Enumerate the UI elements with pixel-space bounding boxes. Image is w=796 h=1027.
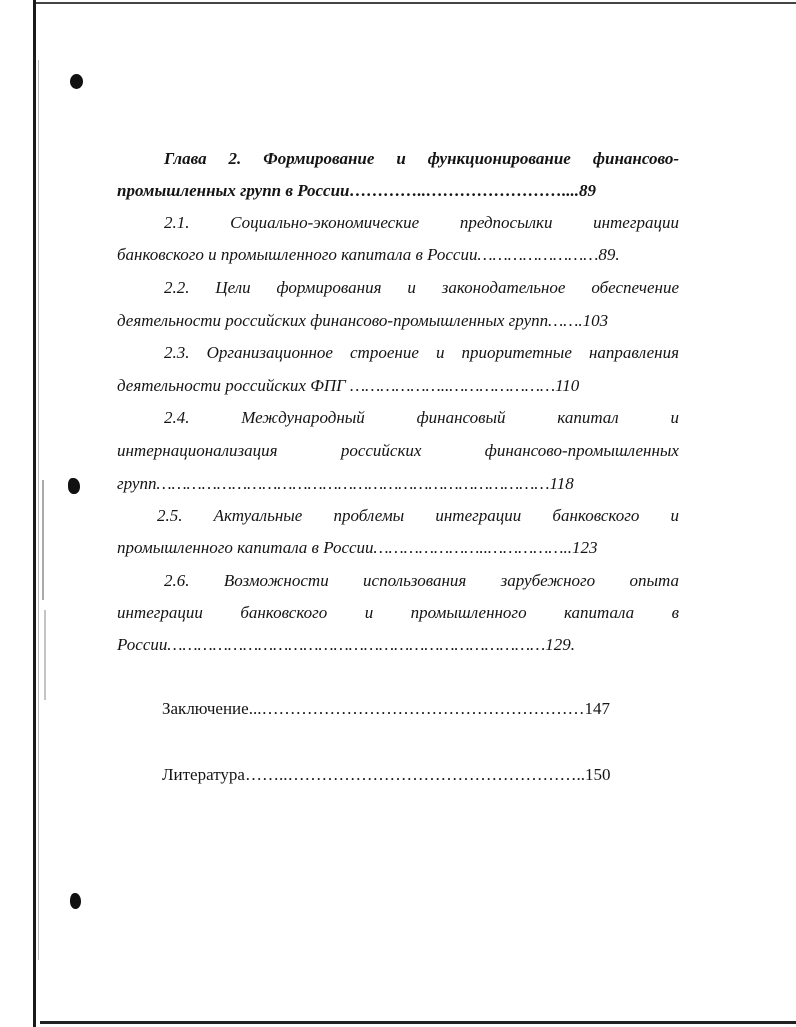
toc-conclusion: Заключение...…………………………………………………147 <box>162 699 610 718</box>
toc-section-2-6-line1: 2.6. Возможности использования зарубежного опыта <box>164 571 679 590</box>
toc-chapter2-line2: промышленных групп в России…………..……………………....89 <box>117 181 596 200</box>
scan-edge-top <box>36 2 796 4</box>
scan-binding-edge <box>33 0 36 1027</box>
toc-section-2-5-line2: промышленного капитала в России…………………..……………..123 <box>117 538 598 557</box>
punch-hole-middle <box>68 478 80 494</box>
scan-speck <box>42 480 44 600</box>
toc-section-2-4-line3: групп……………………………………………………………………118 <box>117 474 574 493</box>
toc-section-2-2-line1: 2.2. Цели формирования и законодательное обеспечение <box>164 278 679 297</box>
scan-edge-bottom <box>40 1021 796 1024</box>
toc-section-2-3-line1: 2.3. Организационное строение и приоритетные направления <box>164 343 679 362</box>
toc-section-2-6-line2: интеграции банковского и промышленного капитала в <box>117 603 679 622</box>
toc-section-2-4-line2: интернационализация российских финансово-промышленных <box>117 441 679 460</box>
toc-section-2-4-line1: 2.4. Международный финансовый капитал и <box>164 408 679 427</box>
scan-binding-shadow <box>38 60 39 960</box>
toc-section-2-6-line3: России…………………………………………………………………129. <box>117 635 576 654</box>
toc-section-2-5-line1: 2.5. Актуальные проблемы интеграции банковского и <box>157 506 679 525</box>
toc-section-2-3-line2: деятельности российских ФПГ ………………..…………………110 <box>117 376 580 395</box>
scan-speck <box>44 610 46 700</box>
punch-hole-top <box>70 74 83 89</box>
toc-section-2-1-line2: банковского и промышленного капитала в России……………………89. <box>117 245 620 264</box>
toc-section-2-1-line1: 2.1. Социально-экономические предпосылки интеграции <box>164 213 679 232</box>
toc-literature: Литература……..……………………………………………..150 <box>162 765 611 784</box>
toc-chapter2-line1: Глава 2. Формирование и функционирование финансово- <box>164 149 679 168</box>
toc-section-2-2-line2: деятельности российских финансово-промышленных групп…….103 <box>117 311 609 330</box>
punch-hole-bottom <box>70 893 81 909</box>
